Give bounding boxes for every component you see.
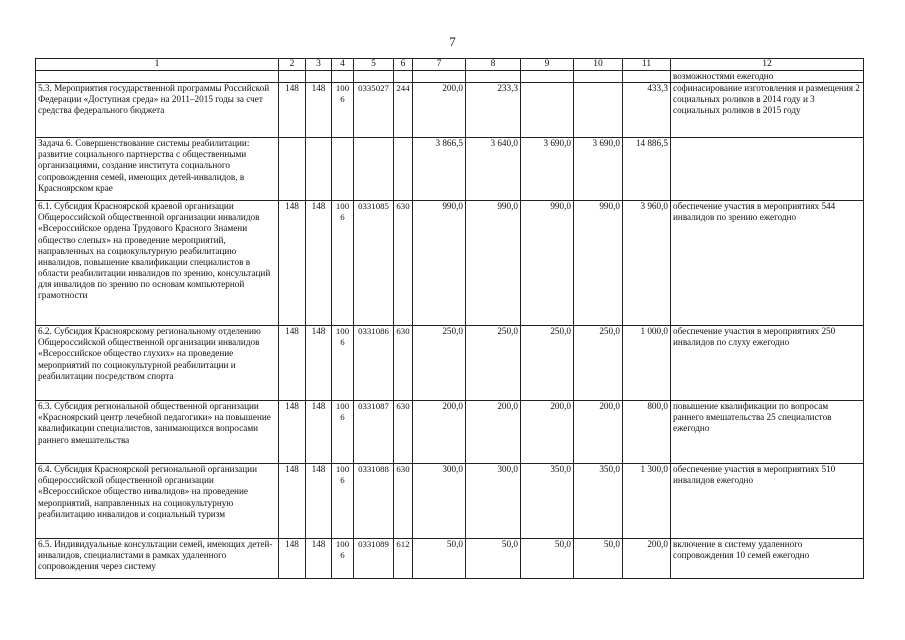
cell-c4: 1006: [332, 201, 354, 326]
header-cell: 7: [413, 59, 466, 71]
cell-result: обеспечение участия в мероприятиях 250 инвалидов по слуху ежегодно: [671, 326, 864, 401]
cell-c6: 630: [394, 401, 413, 464]
cell-c2: [279, 138, 306, 201]
cell-c5: 0331086: [354, 326, 394, 401]
header-cell: 11: [623, 59, 671, 71]
cell-c7: 50,0: [413, 539, 466, 579]
cell-c8: 990,0: [466, 201, 521, 326]
cell-c4: 1006: [332, 326, 354, 401]
table-row: [36, 464, 864, 539]
cell-c5: 0331088: [354, 464, 394, 539]
cell-c9: 990,0: [521, 201, 574, 326]
cell-c11: 433,3: [623, 83, 671, 138]
cell-name: Задача 6. Совершенствование системы реабилитации: развитие социального партнерства с общественными организациями, создание института социального сопровождения семей, имеющих детей-инвалидов, в Красноярском крае: [36, 138, 279, 201]
cell-result: софинасирование изготовления и размещения 2 социальных роликов в 2014 году и 3 социальных роликов в 2015 году: [671, 83, 864, 138]
cell-c8: 50,0: [466, 539, 521, 579]
cell-result: [671, 138, 864, 201]
cell-c11: 200,0: [623, 539, 671, 579]
cell-c3: 148: [306, 401, 332, 464]
cell-name: 6.1. Субсидия Красноярской краевой организации Общероссийской общественной организации инвалидов «Всероссийское ордена Трудового Красного Знамени общество слепых» на проведение мероприятий, направленных на социокультурную реабилитацию инвалидов, повышение квалификации специалистов в области реабилитации инвалидов по зрению, консультаций для инвалидов по зрению по основам компьютерной грамотности: [36, 201, 279, 326]
cell-result: включение в систему удаленного сопровождения 10 семей ежегодно: [671, 539, 864, 579]
cell-c7: 200,0: [413, 401, 466, 464]
header-cell: 2: [279, 59, 306, 71]
cell-name: 6.2. Субсидия Красноярскому региональному отделению Общероссийской общественной организации инвалидов «Всероссийское общество глухих» на проведение мероприятий по социокультурной реабилитации и реабилитации посредством спорта: [36, 326, 279, 401]
cell-c10: 3 690,0: [574, 138, 623, 201]
cell-c5: 0335027: [354, 83, 394, 138]
cell-c4: 1006: [332, 464, 354, 539]
cell-c6: 244: [394, 83, 413, 138]
table-row-carryover: [36, 71, 864, 83]
cell-c9: 50,0: [521, 539, 574, 579]
cell-c6: [394, 138, 413, 201]
cell-c7: 250,0: [413, 326, 466, 401]
cell-c3: 148: [306, 539, 332, 579]
header-cell: 10: [574, 59, 623, 71]
header-cell: 5: [354, 59, 394, 71]
cell-c5: 0331087: [354, 401, 394, 464]
cell-c6: 612: [394, 539, 413, 579]
cell-c4: 1006: [332, 401, 354, 464]
header-cell: 9: [521, 59, 574, 71]
cell-c5: 0331085: [354, 201, 394, 326]
cell-c6: 630: [394, 201, 413, 326]
cell-c2: 148: [279, 83, 306, 138]
cell-c7: 990,0: [413, 201, 466, 326]
header-cell: 3: [306, 59, 332, 71]
header-cell: 8: [466, 59, 521, 71]
cell-c11: 800,0: [623, 401, 671, 464]
cell-c10: 200,0: [574, 401, 623, 464]
cell-c2: 148: [279, 201, 306, 326]
cell-c5: 0331089: [354, 539, 394, 579]
header-cell: 6: [394, 59, 413, 71]
table-row: [36, 83, 864, 138]
cell-c9: 200,0: [521, 401, 574, 464]
cell-name: [36, 71, 279, 83]
cell-c11: 14 886,5: [623, 138, 671, 201]
cell-result: обеспечение участия в мероприятиях 544 инвалидов по зрению ежегодно: [671, 201, 864, 326]
cell-c10: 990,0: [574, 201, 623, 326]
cell-name: 6.4. Субсидия Красноярской региональной организации общероссийской общественной организации «Всероссийское общество инвалидов» на проведение мероприятий, направленных на социокультурную реабилитацию инвалидов и социальный туризм: [36, 464, 279, 539]
header-cell: 1: [36, 59, 279, 71]
cell-c7: 300,0: [413, 464, 466, 539]
cell-c3: 148: [306, 326, 332, 401]
cell-c11: 1 300,0: [623, 464, 671, 539]
cell-name: 5.3. Мероприятия государственной программы Российской Федерации «Доступная среда» на 2011–2015 годы за счет средства федерального бюджета: [36, 83, 279, 138]
cell-c6: 630: [394, 326, 413, 401]
cell-c8: 233,3: [466, 83, 521, 138]
cell-c7: 200,0: [413, 83, 466, 138]
budget-table: [35, 58, 864, 579]
cell-c2: 148: [279, 539, 306, 579]
cell-c6: 630: [394, 464, 413, 539]
cell-c8: 3 640,0: [466, 138, 521, 201]
cell-c9: 250,0: [521, 326, 574, 401]
cell-c9: [521, 83, 574, 138]
cell-c8: 200,0: [466, 401, 521, 464]
cell-c5: [354, 138, 394, 201]
cell-c3: 148: [306, 464, 332, 539]
cell-c4: 1006: [332, 83, 354, 138]
cell-c3: 148: [306, 201, 332, 326]
table-row: [36, 401, 864, 464]
cell-c8: 250,0: [466, 326, 521, 401]
cell-name: 6.3. Субсидия региональной общественной организации «Красноярский центр лечебной педагогики» на повышение квалификации специалистов, занимающихся вопросами раннего вмешательства: [36, 401, 279, 464]
cell-c2: 148: [279, 401, 306, 464]
cell-c4: 1006: [332, 539, 354, 579]
cell-c4: [332, 138, 354, 201]
header-cell: 12: [671, 59, 864, 71]
cell-c8: 300,0: [466, 464, 521, 539]
cell-result: обеспечение участия в мероприятиях 510 инвалидов ежегодно: [671, 464, 864, 539]
header-cell: 4: [332, 59, 354, 71]
page-number: 7: [449, 34, 456, 49]
cell-c11: 3 960,0: [623, 201, 671, 326]
cell-c11: 1 000,0: [623, 326, 671, 401]
cell-c2: 148: [279, 464, 306, 539]
cell-c10: 350,0: [574, 464, 623, 539]
cell-c7: 3 866,5: [413, 138, 466, 201]
cell-c9: 350,0: [521, 464, 574, 539]
table-row: [36, 138, 864, 201]
table-row: [36, 201, 864, 326]
cell-c10: 50,0: [574, 539, 623, 579]
cell-c10: 250,0: [574, 326, 623, 401]
table-row: [36, 326, 864, 401]
cell-c10: [574, 83, 623, 138]
cell-result: повышение квалификации по вопросам раннего вмешательства 25 специалистов ежегодно: [671, 401, 864, 464]
table-row: [36, 539, 864, 579]
cell-c3: 148: [306, 83, 332, 138]
cell-c9: 3 690,0: [521, 138, 574, 201]
cell-name: 6.5. Индивидуальные консультации семей, имеющих детей-инвалидов, специалистами в рамках удаленного сопровождения через систему: [36, 539, 279, 579]
cell-c3: [306, 138, 332, 201]
cell-c2: 148: [279, 326, 306, 401]
header-row: [36, 59, 864, 71]
cell-result: возможностями ежегодно: [671, 71, 864, 83]
